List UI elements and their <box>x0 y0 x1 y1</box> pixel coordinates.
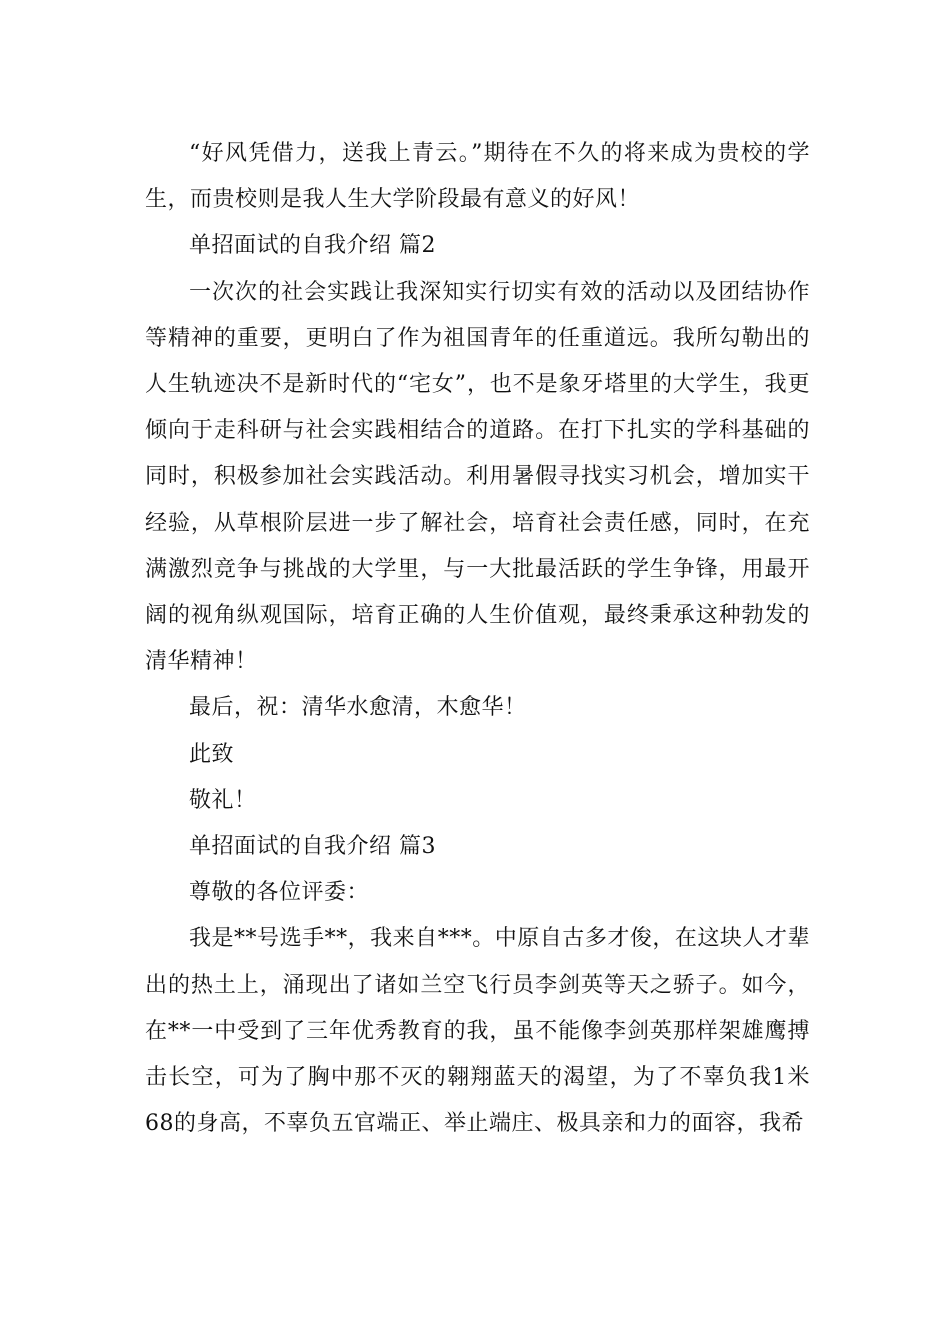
greeting-line: 尊敬的各位评委： <box>189 880 370 906</box>
self-introduction-paragraph: 我是**号选手**，我来自***。中原自古多才俊，在这块人才辈出的热土上，涌现出了诸如兰空飞行员李剑英等天之骄子。如今，在**一中受到了三年优秀教育的我，虽不能像李剑英那样架雄鹰搏击长空，可为了胸中那不灭的翱翔蓝天的渴望，为了不辜负我1米68的身高，不辜负五官端正、举止端庄、极具亲和力的面容，我希 <box>145 926 810 1137</box>
document-body <box>145 131 810 1147</box>
closing-wish-line: 最后，祝：清华水愈清，木愈华！ <box>189 695 527 721</box>
section-heading-3: 单招面试的自我介绍 篇3 <box>189 834 436 860</box>
regards-line: 敬礼！ <box>189 787 257 813</box>
social-practice-paragraph: 一次次的社会实践让我深知实行切实有效的活动以及团结协作等精神的重要，更明白了作为祖国青年的任重道远。我所勾勒出的人生轨迹决不是新时代的“宅女”，也不是象牙塔里的大学生，我更倾向于走科研与社会实践相结合的道路。在打下扎实的学科基础的同时，积极参加社会实践活动。利用暑假寻找实习机会，增加实干经验，从草根阶层进一步了解社会，培育社会责任感，同时，在充满激烈竞争与挑战的大学里，与一大批最活跃的学生争锋，用最开阔的视角纵观国际，培育正确的人生价值观，最终秉承这种勃发的清华精神！ <box>145 279 810 675</box>
closing-quote-paragraph: “好风凭借力，送我上青云。”期待在不久的将来成为贵校的学生，而贵校则是我人生大学阶段最有意义的好风！ <box>145 141 810 213</box>
section-heading-2: 单招面试的自我介绍 篇2 <box>189 233 436 259</box>
salutation-line: 此致 <box>189 741 235 767</box>
